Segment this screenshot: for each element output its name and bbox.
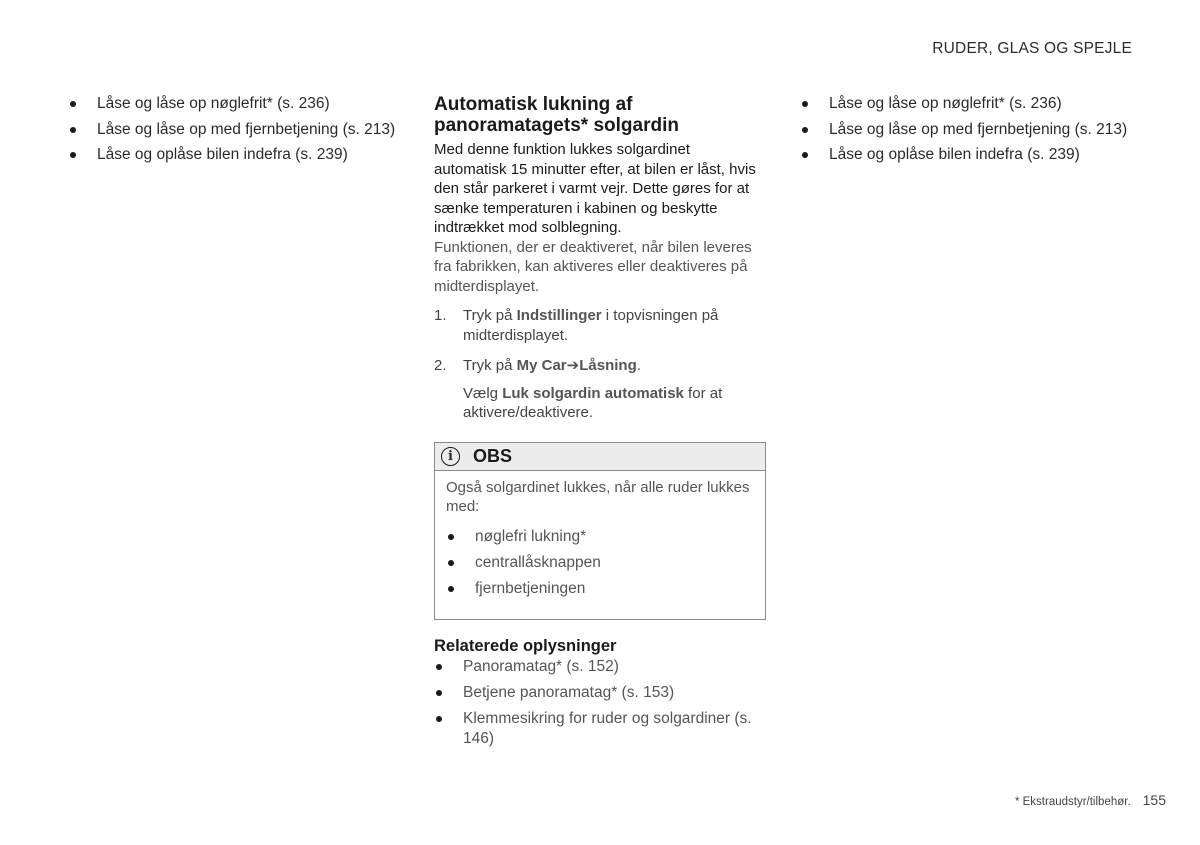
link-text[interactable]: Låse og låse op med fjernbetjening (s. 213)	[829, 120, 1128, 138]
list-item[interactable]	[434, 709, 766, 749]
list-item	[446, 527, 754, 547]
list-item[interactable]	[434, 657, 766, 677]
list-item[interactable]	[68, 94, 408, 114]
steps-list	[434, 306, 766, 423]
note-title: OBS	[473, 445, 513, 466]
bullet-icon	[436, 716, 442, 722]
step-subtext	[463, 384, 766, 423]
bullet-icon	[802, 152, 808, 158]
list-item[interactable]	[68, 120, 408, 140]
info-icon: i	[441, 447, 460, 466]
step-number: 1.	[434, 307, 447, 324]
link-text[interactable]: Låse og låse op nøglefrit* (s. 236)	[97, 95, 330, 112]
list-item[interactable]	[800, 94, 1140, 114]
bullet-icon	[436, 664, 442, 670]
step-text: for at aktivere/deaktivere.	[463, 384, 723, 421]
arrow-right-icon: ➔	[566, 357, 580, 374]
step-number: 2.	[434, 357, 447, 374]
link-text[interactable]: Låse og oplåse bilen indefra (s. 239)	[829, 146, 1080, 163]
page-footer	[1015, 792, 1166, 808]
list-item	[446, 553, 754, 573]
bullet-icon	[802, 101, 808, 107]
link-text[interactable]: Låse og oplåse bilen indefra (s. 239)	[97, 146, 348, 163]
page-number: 155	[1142, 792, 1166, 808]
info-paragraph: Funktionen, der er deaktiveret, når bilen leveres fra fabrikken, kan aktiveres eller deaktiveres på midterdisplayet.	[434, 238, 752, 295]
ui-label-settings: Indstillinger	[516, 307, 602, 324]
bullet-icon	[70, 152, 76, 158]
step-item	[434, 306, 766, 345]
section-header: RUDER, GLAS OG SPEJLE	[932, 40, 1132, 57]
related-list	[434, 657, 766, 749]
bullet-icon	[448, 560, 454, 566]
ui-label-auto-close: Luk solgardin automatisk	[502, 384, 684, 402]
link-text[interactable]: Betjene panoramatag* (s. 153)	[463, 683, 675, 701]
step-text: Tryk på	[463, 307, 517, 324]
related-section	[434, 636, 766, 749]
bullet-icon	[802, 127, 808, 133]
list-item-text: nøglefri lukning*	[475, 527, 587, 545]
list-item-text: fjernbetjeningen	[475, 579, 586, 597]
note-list	[446, 527, 754, 599]
list-item	[446, 579, 754, 599]
related-title: Relaterede oplysninger	[434, 636, 617, 655]
bullet-icon	[436, 690, 442, 696]
footnote: * Ekstraudstyr/tilbehør.	[1014, 796, 1131, 808]
bullet-icon	[448, 534, 454, 540]
left-column	[68, 94, 408, 171]
bullet-icon	[70, 101, 76, 107]
list-item[interactable]	[800, 145, 1140, 165]
main-column	[434, 94, 766, 755]
note-body	[435, 471, 765, 619]
list-item[interactable]	[800, 120, 1140, 140]
page-title: Automatisk lukning af panoramatagets* solgardin	[434, 94, 679, 136]
note-header	[435, 443, 765, 471]
step-text: Vælg	[463, 384, 503, 402]
bullet-icon	[448, 586, 454, 592]
ui-label-locking: Låsning	[579, 357, 637, 374]
link-list	[800, 94, 1140, 165]
step-text: i topvisningen på midterdisplayet.	[463, 307, 719, 344]
ui-label-my-car: My Car	[516, 357, 567, 374]
list-item-text: centrallåsknappen	[475, 553, 601, 571]
bullet-icon	[70, 127, 76, 133]
list-item[interactable]	[68, 145, 408, 165]
step-item	[434, 356, 766, 423]
step-text: Tryk på	[463, 357, 517, 374]
link-list	[68, 94, 408, 165]
link-text[interactable]: Låse og låse op med fjernbetjening (s. 213)	[97, 120, 396, 138]
link-text[interactable]: Klemmesikring for ruder og solgardiner (s. 146)	[463, 709, 752, 747]
link-text[interactable]: Panoramatag* (s. 152)	[463, 657, 619, 675]
right-column	[800, 94, 1140, 171]
list-item[interactable]	[434, 683, 766, 703]
intro-paragraph: Med denne funktion lukkes solgardinet automatisk 15 minutter efter, at bilen er låst, hvis den står parkeret i varmt vejr. Dette gøres for at sænke temperaturen i kabinen og beskytte indtrækket mod solblegning.	[434, 141, 756, 236]
note-box	[434, 442, 766, 620]
note-text: Også solgardinet lukkes, når alle ruder lukkes med:	[446, 478, 750, 515]
step-text: .	[636, 357, 641, 374]
link-text[interactable]: Låse og låse op nøglefrit* (s. 236)	[829, 95, 1062, 112]
